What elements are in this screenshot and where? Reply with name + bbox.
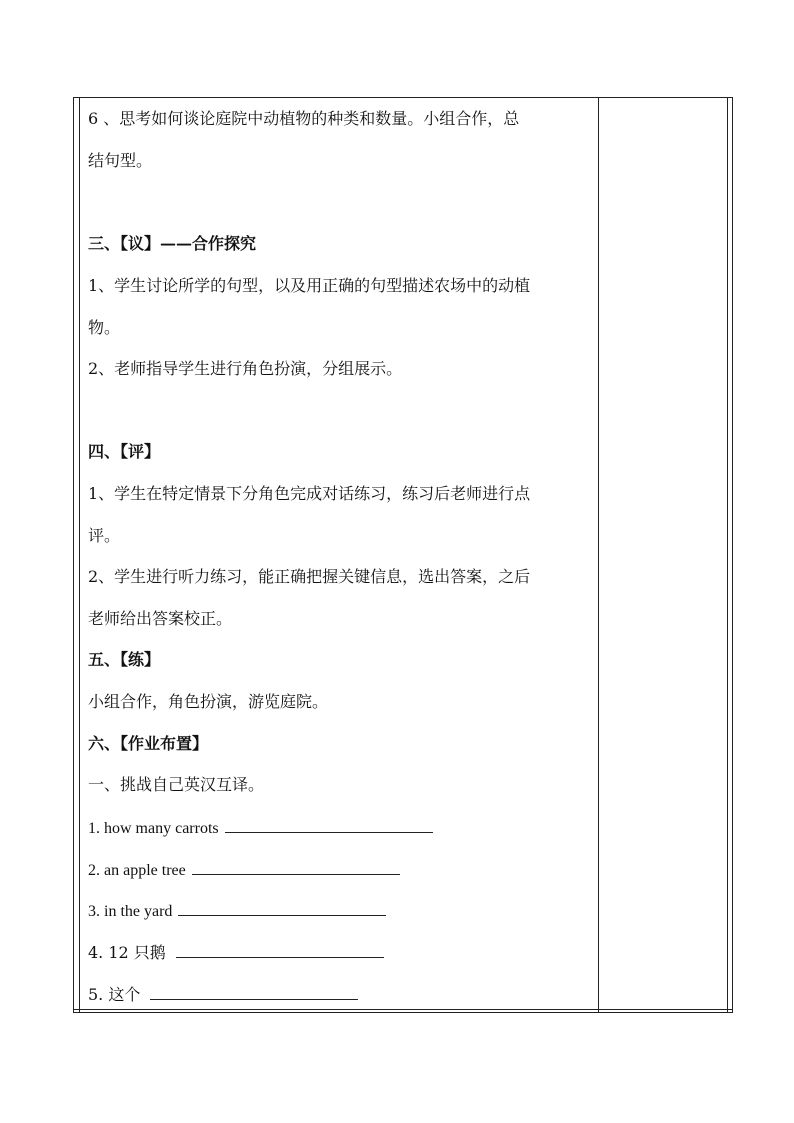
section-3-item-1-line-1: 1、学生讨论所学的句型，以及用正确的句型描述农场中的动植 (88, 276, 531, 295)
section-4-item-1-line-1: 1、学生在特定情景下分角色完成对话练习，练习后老师进行点 (88, 484, 531, 503)
homework-instruction: 一、挑战自己英汉互译。 (88, 775, 265, 794)
section-4-heading: 四、【评】 (88, 442, 161, 461)
exercise-4-prompt: 4. 12 只鹅 (88, 943, 166, 962)
section-4-item-1-line-2: 评。 (88, 526, 121, 545)
exercise-5 (88, 984, 358, 1005)
section-6-heading: 六、【作业布置】 (88, 734, 209, 753)
exercise-1-prompt: 1. how many carrots (88, 820, 219, 837)
exercise-1 (88, 817, 433, 839)
exercise-1-answer-blank[interactable] (225, 817, 433, 833)
section-3-item-2: 2、老师指导学生进行角色扮演，分组展示。 (88, 359, 403, 378)
table-inner-border-left (79, 97, 80, 1013)
exercise-4 (88, 942, 384, 963)
exercise-2 (88, 859, 400, 881)
step-6-text-line-1: 6 、思考如何谈论庭院中动植物的种类和数量。小组合作，总 (88, 109, 520, 128)
table-inner-border-right (727, 97, 728, 1013)
section-5-text: 小组合作，角色扮演，游览庭院。 (88, 692, 329, 711)
exercise-5-prompt: 5. 这个 (88, 985, 141, 1004)
section-3-item-1-line-2: 物。 (88, 318, 121, 337)
table-column-divider (598, 97, 599, 1013)
step-6-text-line-2: 结句型。 (88, 151, 153, 170)
exercise-2-prompt: 2. an apple tree (88, 862, 186, 879)
exercise-3 (88, 900, 386, 922)
section-4-item-2-line-2: 老师给出答案校正。 (88, 609, 233, 628)
section-3-heading: 三、【议】——合作探究 (88, 234, 257, 253)
exercise-3-answer-blank[interactable] (178, 900, 386, 916)
section-5-heading: 五、【练】 (88, 650, 161, 669)
section-4-item-2-line-1: 2、学生进行听力练习，能正确把握关键信息，选出答案，之后 (88, 567, 531, 586)
exercise-2-answer-blank[interactable] (192, 859, 400, 875)
exercise-3-prompt: 3. in the yard (88, 903, 173, 920)
exercise-5-answer-blank[interactable] (150, 984, 358, 1000)
table-inner-border-bottom (73, 1009, 733, 1010)
exercise-4-answer-blank[interactable] (176, 942, 384, 958)
